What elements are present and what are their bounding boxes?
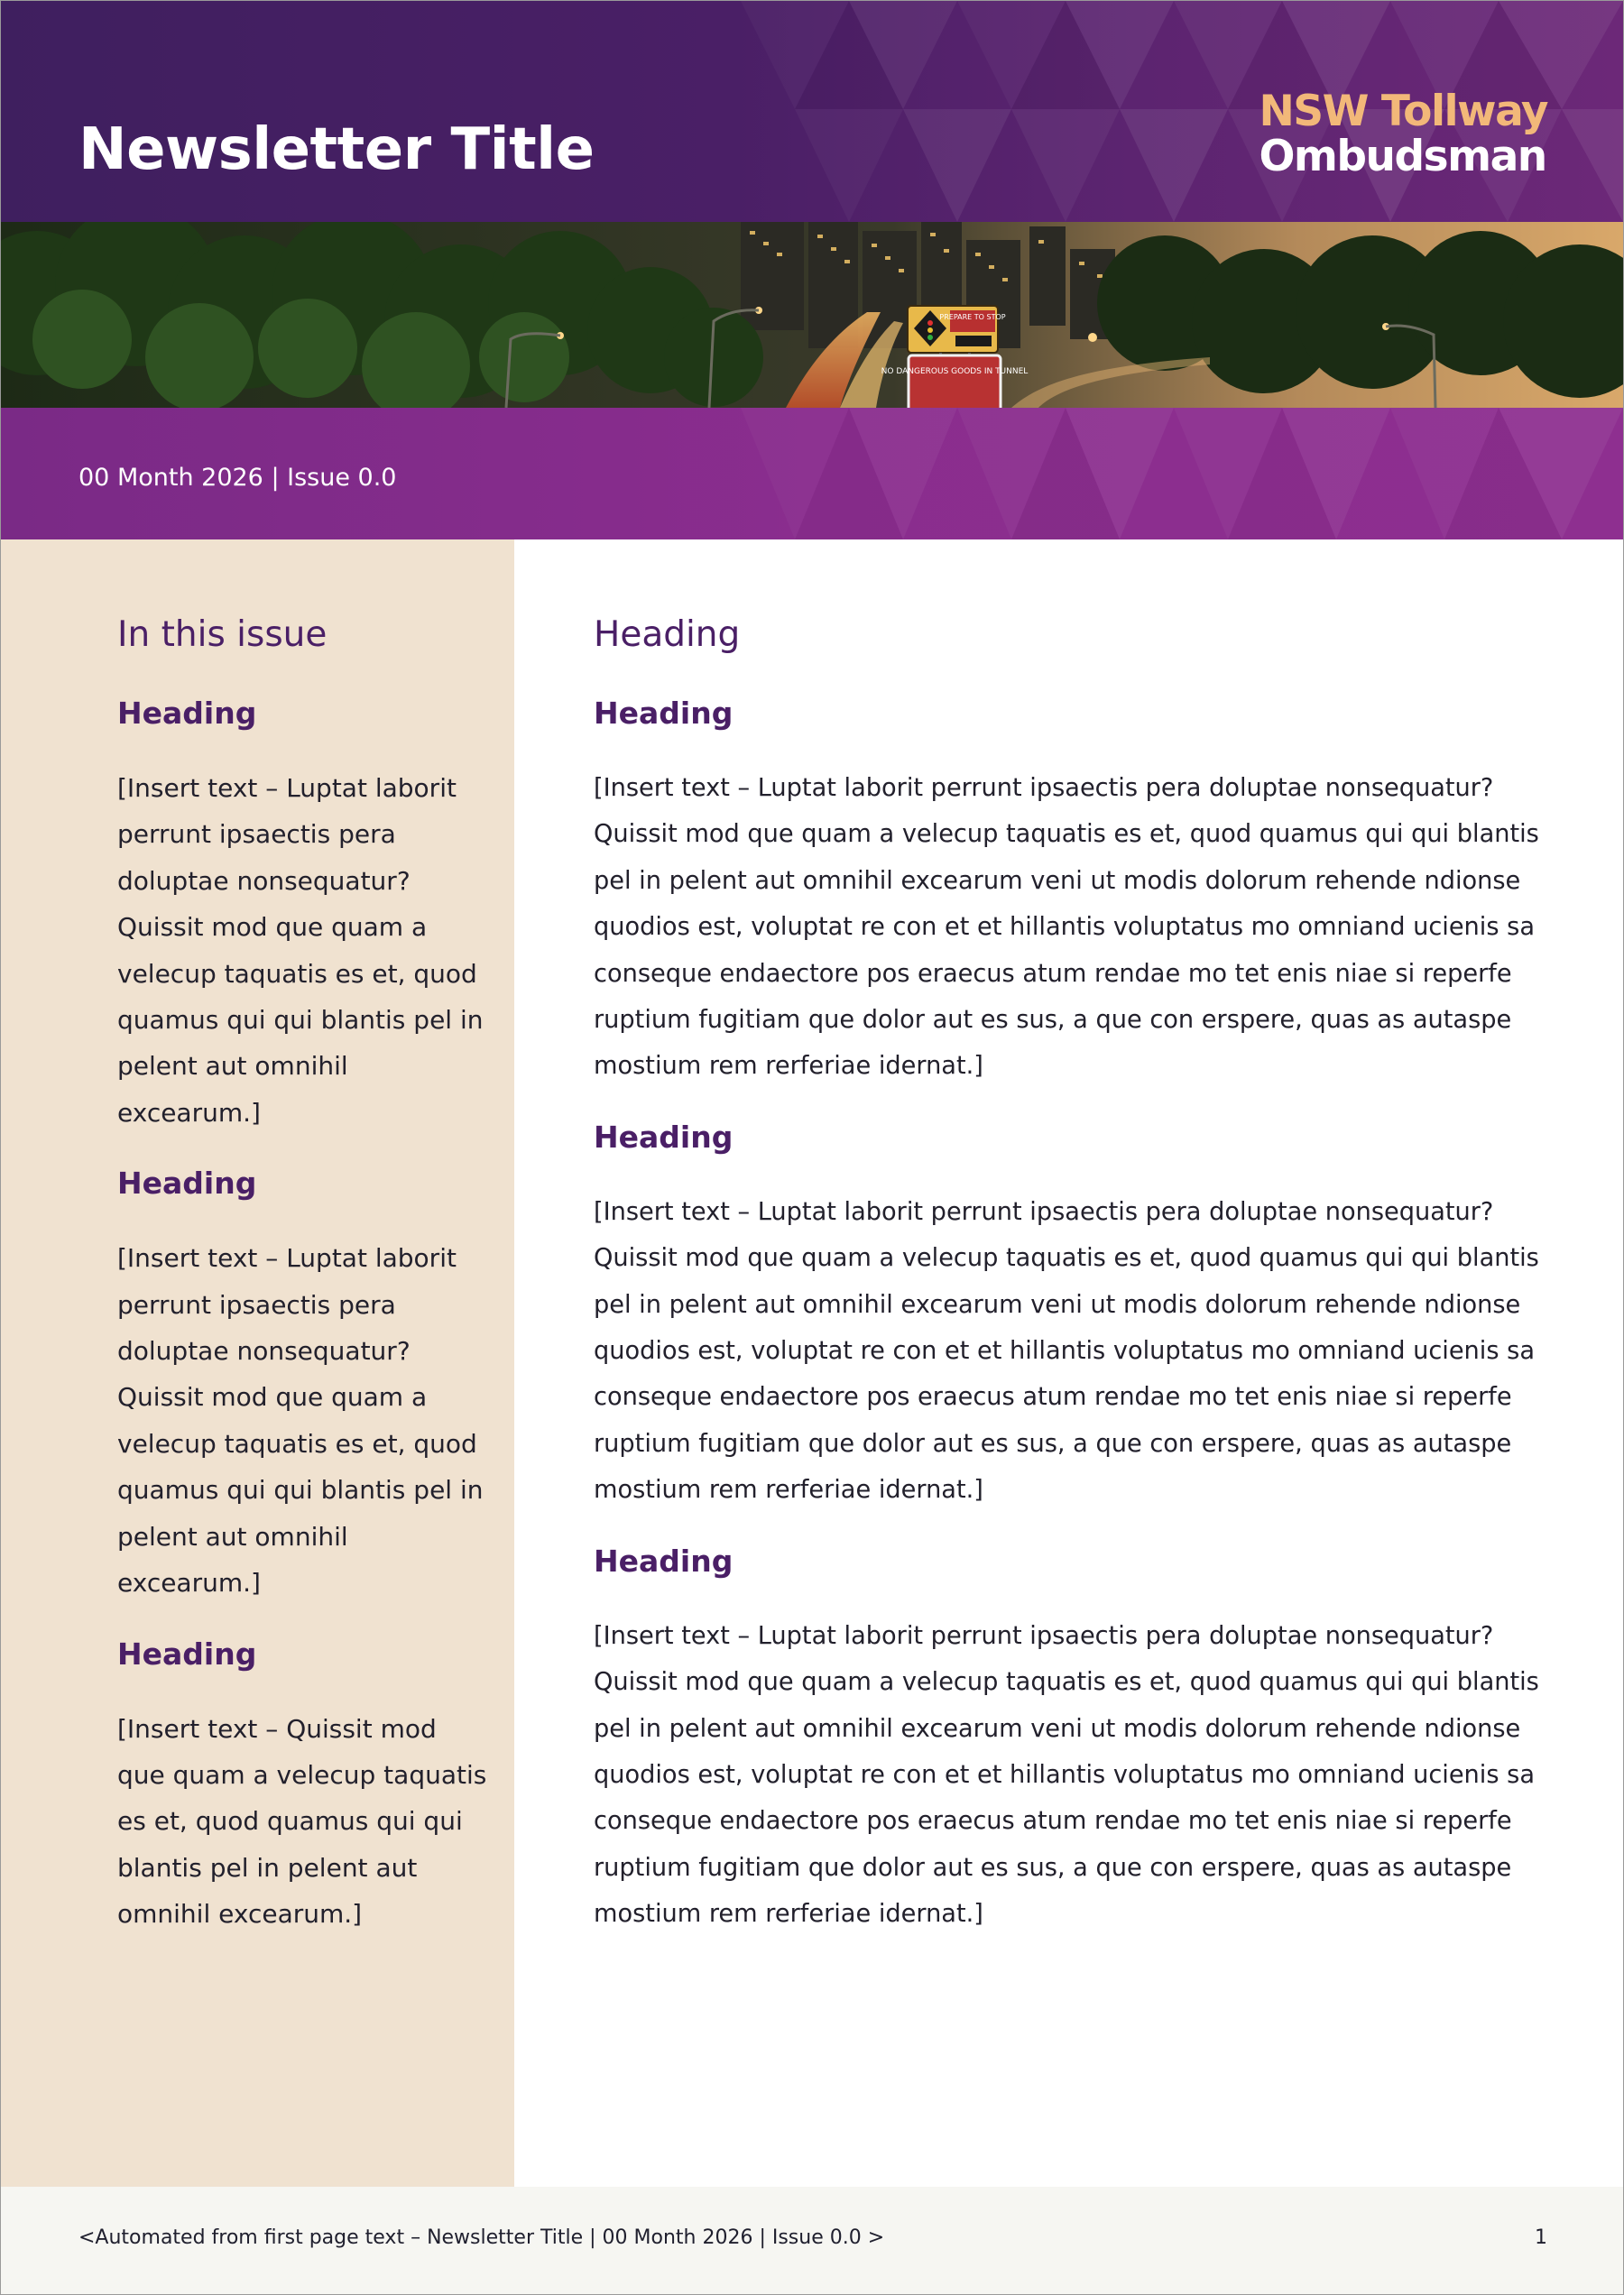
sidebar-text: [Insert text – Luptat laborit perrunt ipsaectis pera doluptae nonsequatur? Quissit mod que quam a velecup taquatis es et, quod quamus qui qui blantis pel in pelent aut omnihil excearum.] [117, 1243, 484, 1599]
logo-line-1: NSW Tollway [1259, 87, 1547, 136]
sidebar-in-this-issue [1, 539, 514, 2187]
sign-bottom-text: NO DANGEROUS GOODS IN TUNNEL [881, 367, 1029, 376]
traffic-sign [908, 306, 1006, 353]
motorway-photo-banner [1, 222, 1623, 408]
footer-text: <Automated from first page text – Newsletter Title | 00 Month 2026 | Issue 0.0 > [78, 2226, 885, 2249]
section-heading: Heading [594, 1543, 734, 1579]
section-heading: Heading [594, 696, 734, 731]
page-footer [1, 2187, 1623, 2294]
triangle-pattern [741, 408, 1623, 539]
sidebar-heading[interactable]: Heading [117, 1166, 257, 1202]
section-text: [Insert text – Luptat laborit perrunt ipsaectis pera doluptae nonsequatur? Quissit mod que quam a velecup taquatis es et, quod quamus qui qui blantis pel in pelent aut omnihil excearum veni ut modis dolorum rehende ndionse quodios est, voluptat re con et et hillantis voluptatus mo omniand ucienis sa conseque endaectore pos eraecus atum rendae mo tet enis niae si reperfe ruptium fugitiam que dolor aut es sus, a que con erspere, quas as autaspe mostium rem rerferiae idernat.] [594, 774, 1539, 1081]
issue-date: 00 Month 2026 | Issue 0.0 [78, 464, 397, 492]
main-content [594, 613, 1550, 1967]
sidebar-content [117, 613, 487, 1967]
page-number: 1 [1535, 2226, 1547, 2249]
logo-line-2: Ombudsman [1259, 132, 1546, 181]
sidebar-title: In this issue [117, 614, 328, 655]
issue-band [1, 408, 1623, 539]
header-band [1, 1, 1623, 222]
main-title: Heading [594, 614, 741, 655]
city-motorway-dusk-photo [1, 222, 1623, 408]
nsw-tollway-ombudsman-logo[interactable] [1259, 89, 1547, 180]
sidebar-text: [Insert text – Quissit mod que quam a velecup taquatis es et, quod quamus qui qui blantis pel in pelent aut omnihil excearum.] [117, 1713, 487, 1930]
section-heading: Heading [594, 1119, 734, 1155]
sign-top-text: PREPARE TO STOP [939, 313, 1006, 321]
section-text: [Insert text – Luptat laborit perrunt ipsaectis pera doluptae nonsequatur? Quissit mod que quam a velecup taquatis es et, quod quamus qui qui blantis pel in pelent aut omnihil excearum veni ut modis dolorum rehende ndionse quodios est, voluptat re con et et hillantis voluptatus mo omniand ucienis sa conseque endaectore pos eraecus atum rendae mo tet enis niae si reperfe ruptium fugitiam que dolor aut es sus, a que con erspere, quas as autaspe mostium rem rerferiae idernat.] [594, 1197, 1539, 1505]
sidebar-heading[interactable]: Heading [117, 1636, 257, 1672]
newsletter-title: Newsletter Title [78, 116, 595, 183]
section-text: [Insert text – Luptat laborit perrunt ipsaectis pera doluptae nonsequatur? Quissit mod que quam a velecup taquatis es et, quod quamus qui qui blantis pel in pelent aut omnihil excearum veni ut modis dolorum rehende ndionse quodios est, voluptat re con et et hillantis voluptatus mo omniand ucienis sa conseque endaectore pos eraecus atum rendae mo tet enis niae si reperfe ruptium fugitiam que dolor aut es sus, a que con erspere, quas as autaspe mostium rem rerferiae idernat.] [594, 1621, 1539, 1929]
sidebar-text: [Insert text – Luptat laborit perrunt ipsaectis pera doluptae nonsequatur? Quissit mod que quam a velecup taquatis es et, quod quamus qui qui blantis pel in pelent aut omnihil excearum.] [117, 773, 484, 1128]
sidebar-heading[interactable]: Heading [117, 696, 257, 731]
